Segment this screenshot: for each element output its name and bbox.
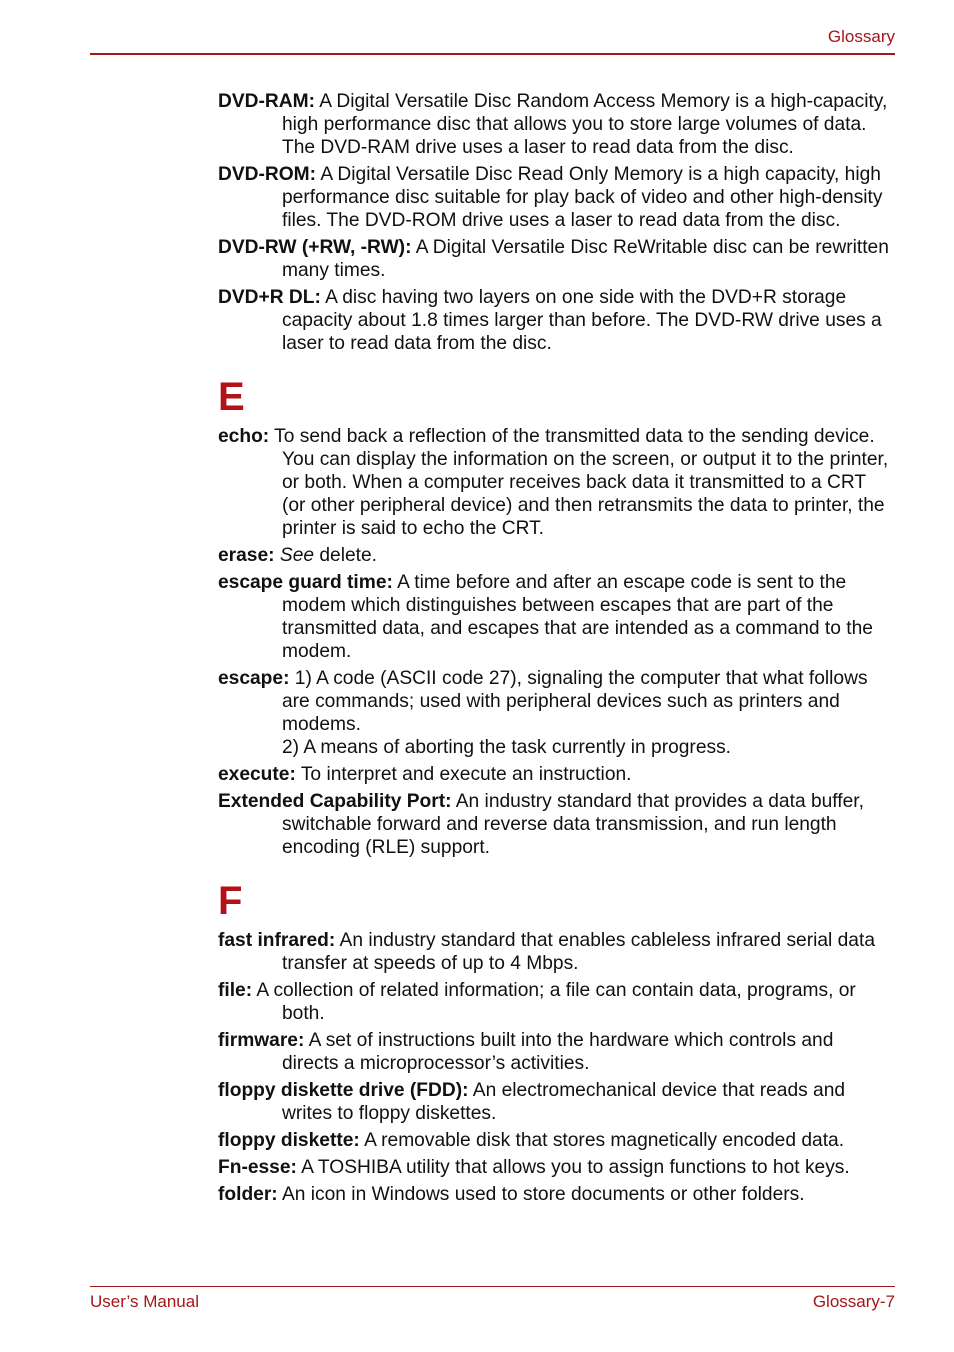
- glossary-entry: [218, 1029, 894, 1075]
- header-divider: [90, 53, 895, 55]
- see-reference: See: [279, 545, 315, 566]
- glossary-definition-extra: 2) A means of aborting the task currently in progress.: [282, 737, 732, 758]
- glossary-term: execute:: [218, 764, 296, 785]
- glossary-term: escape:: [218, 668, 290, 689]
- glossary-definition: A Digital Versatile Disc Read Only Memory is a high capacity, high performance disc suitable for play back of video and other high-density files. The DVD-ROM drive uses a laser to read data from the disc.: [282, 164, 883, 231]
- glossary-definition: An electromechanical device that reads and writes to floppy diskettes.: [282, 1080, 846, 1124]
- glossary-term: echo:: [218, 426, 270, 447]
- glossary-definition: A time before and after an escape code is sent to the modem which distinguishes between escapes that are part of the transmitted data, and escapes that are intended as a command to the modem.: [282, 572, 873, 662]
- page-header-title: Glossary: [827, 27, 895, 46]
- glossary-entry: [218, 763, 894, 786]
- section-letter-f: F: [218, 879, 243, 923]
- glossary-term: DVD-RW (+RW, -RW):: [218, 237, 412, 258]
- glossary-entry: [218, 1183, 894, 1206]
- glossary-term: DVD-ROM:: [218, 164, 317, 185]
- glossary-entry: [218, 667, 894, 759]
- glossary-term: DVD+R DL:: [218, 287, 321, 308]
- glossary-entry: [218, 1079, 894, 1125]
- glossary-entry: [218, 571, 894, 663]
- footer-divider: [90, 1286, 895, 1287]
- glossary-entry: [218, 544, 894, 567]
- glossary-entry: [218, 236, 894, 282]
- glossary-term: erase:: [218, 545, 275, 566]
- glossary-term: Extended Capability Port:: [218, 791, 452, 812]
- glossary-definition: An industry standard that enables cableless infrared serial data transfer at speeds of up to 4 Mbps.: [282, 930, 875, 974]
- glossary-definition: A Digital Versatile Disc Random Access Memory is a high-capacity, high performance disc that allows you to store large volumes of data. The DVD-RAM drive uses a laser to read data from the disc.: [282, 91, 888, 158]
- glossary-entry: [218, 929, 894, 975]
- glossary-term: file:: [218, 980, 253, 1001]
- glossary-entry: [218, 90, 894, 159]
- glossary-definition: A collection of related information; a file can contain data, programs, or both.: [252, 980, 856, 1024]
- footer-page-number: Glossary-7: [812, 1292, 895, 1311]
- glossary-definition: To send back a reflection of the transmitted data to the sending device. You can display the information on the screen, or output it to the printer, or both. When a computer receives back data it transmitted to a CRT (or other peripheral device) and then retransmits the data to printer, the printer is said to echo the CRT.: [269, 426, 889, 539]
- glossary-definition: 1) A code (ASCII code 27), signaling the computer that what follows are commands; used with peripheral devices such as printers and modems.: [282, 668, 868, 735]
- glossary-definition: An industry standard that provides a data buffer, switchable forward and reverse data transmission, and run length encoding (RLE) support.: [282, 791, 864, 858]
- glossary-term: floppy diskette drive (FDD):: [218, 1080, 469, 1101]
- glossary-term: firmware:: [218, 1030, 305, 1051]
- glossary-definition: A removable disk that stores magnetically encoded data.: [359, 1130, 845, 1151]
- glossary-term: folder:: [218, 1184, 278, 1205]
- glossary-definition: A disc having two layers on one side with the DVD+R storage capacity about 1.8 times larger than before. The DVD-RW drive uses a laser to read data from the disc.: [282, 287, 882, 354]
- glossary-term: DVD-RAM:: [218, 91, 315, 112]
- glossary-definition: A TOSHIBA utility that allows you to assign functions to hot keys.: [296, 1157, 850, 1178]
- footer-manual-title: User’s Manual: [90, 1292, 199, 1311]
- glossary-entry: [218, 1156, 894, 1179]
- glossary-term: escape guard time:: [218, 572, 393, 593]
- glossary-definition: To interpret and execute an instruction.: [295, 764, 632, 785]
- glossary-entry: [218, 425, 894, 540]
- glossary-definition: delete.: [314, 545, 377, 566]
- glossary-definition: A Digital Versatile Disc ReWritable disc can be rewritten many times.: [282, 237, 889, 281]
- glossary-term: Fn-esse:: [218, 1157, 297, 1178]
- glossary-content: [218, 90, 894, 1210]
- glossary-definition: An icon in Windows used to store documents or other folders.: [277, 1184, 805, 1205]
- glossary-term: floppy diskette:: [218, 1130, 360, 1151]
- section-letter-e: E: [218, 375, 245, 419]
- glossary-entry: [218, 163, 894, 232]
- glossary-entry: [218, 790, 894, 859]
- glossary-term: fast infrared:: [218, 930, 336, 951]
- glossary-entry: [218, 1129, 894, 1152]
- glossary-definition: A set of instructions built into the hardware which controls and directs a microprocessor’s activities.: [282, 1030, 834, 1074]
- glossary-entry: [218, 286, 894, 355]
- glossary-entry: [218, 979, 894, 1025]
